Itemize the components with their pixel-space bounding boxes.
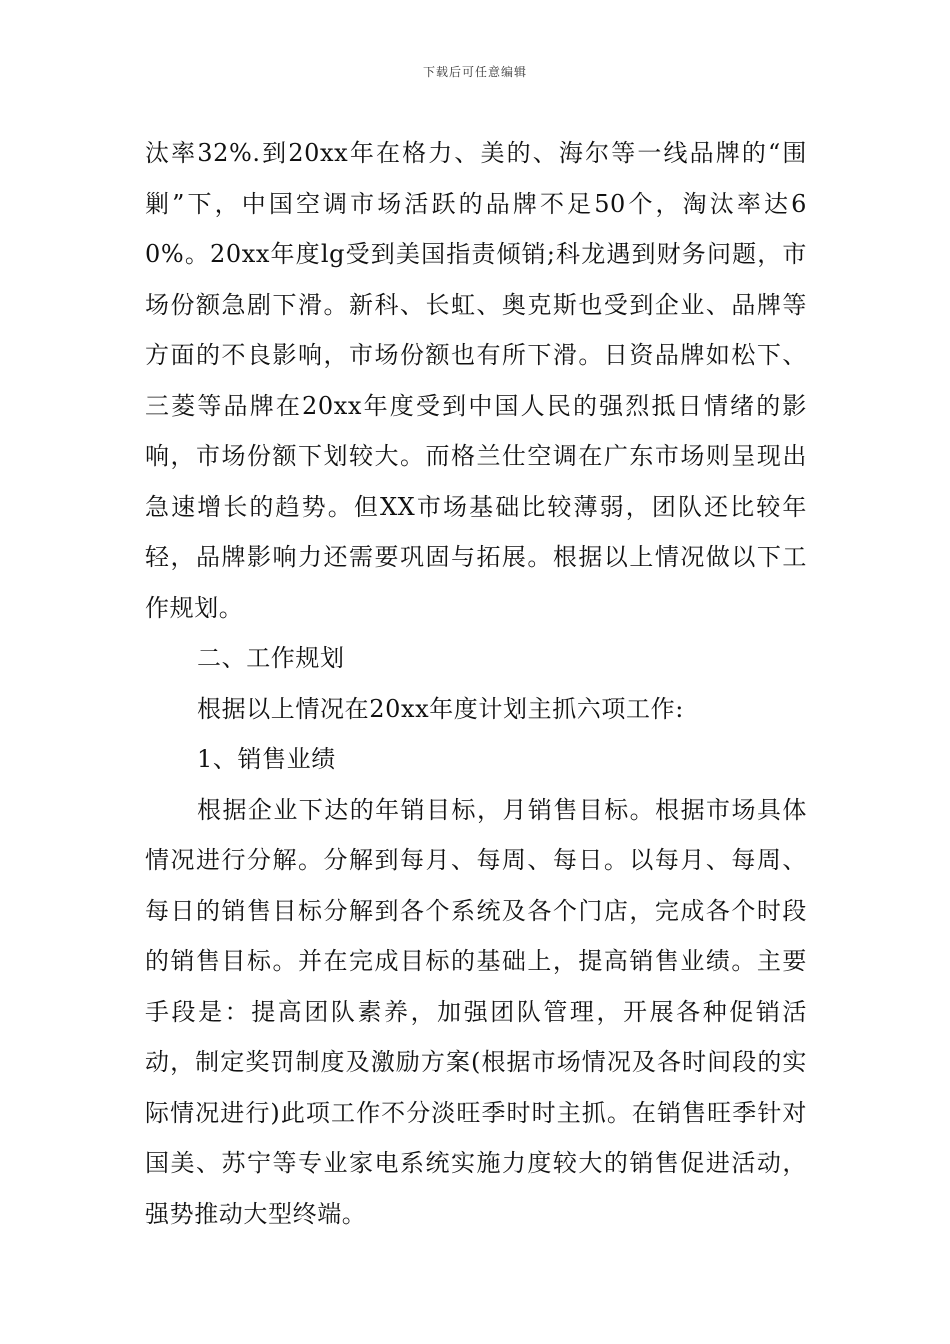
page-header: 下载后可任意编辑 (422, 65, 527, 79)
subsection-heading-sales: 1、销售业绩 (197, 745, 336, 773)
paragraph-plan-intro: 根据以上情况在20xx年度计划主抓六项工作: (197, 694, 684, 723)
paragraph-market-analysis: 汰率32%.到20xx年在格力、美的、海尔等一线品牌的“围剿”下，中国空调市场活跃的品牌不足50个，淘汰率达60%。20xx年度lg受到美国指责倾销;科龙遇到财务问题，市场份额急剧下滑。新科、长虹、奥克斯也受到企业、品牌等方面的不良影响，市场份额也有所下滑。日资品牌如松下、三菱等品牌在20xx年度受到中国人民的强烈抵日情绪的影响，市场份额下划较大。而格兰仕空调在广东市场则呈现出急速增长的趋势。但XX市场基础比较薄弱，团队还比较年轻，品牌影响力还需要巩固与拓展。根据以上情况做以下工作规划。 (145, 139, 807, 622)
document-body (145, 128, 807, 1239)
paragraph-sales-details: 根据企业下达的年销目标，月销售目标。根据市场具体情况进行分解。分解到每月、每周、每日。以每月、每周、每日的销售目标分解到各个系统及各个门店，完成各个时段的销售目标。并在完成目标的基础上，提高销售业绩。主要手段是：提高团队素养，加强团队管理，开展各种促销活动，制定奖罚制度及激励方案(根据市场情况及各时间段的实际情况进行)此项工作不分淡旺季时时主抓。在销售旺季针对国美、苏宁等专业家电系统实施力度较大的销售促进活动，强势推动大型终端。 (145, 795, 807, 1228)
section-heading-work-plan: 二、工作规划 (197, 644, 345, 672)
